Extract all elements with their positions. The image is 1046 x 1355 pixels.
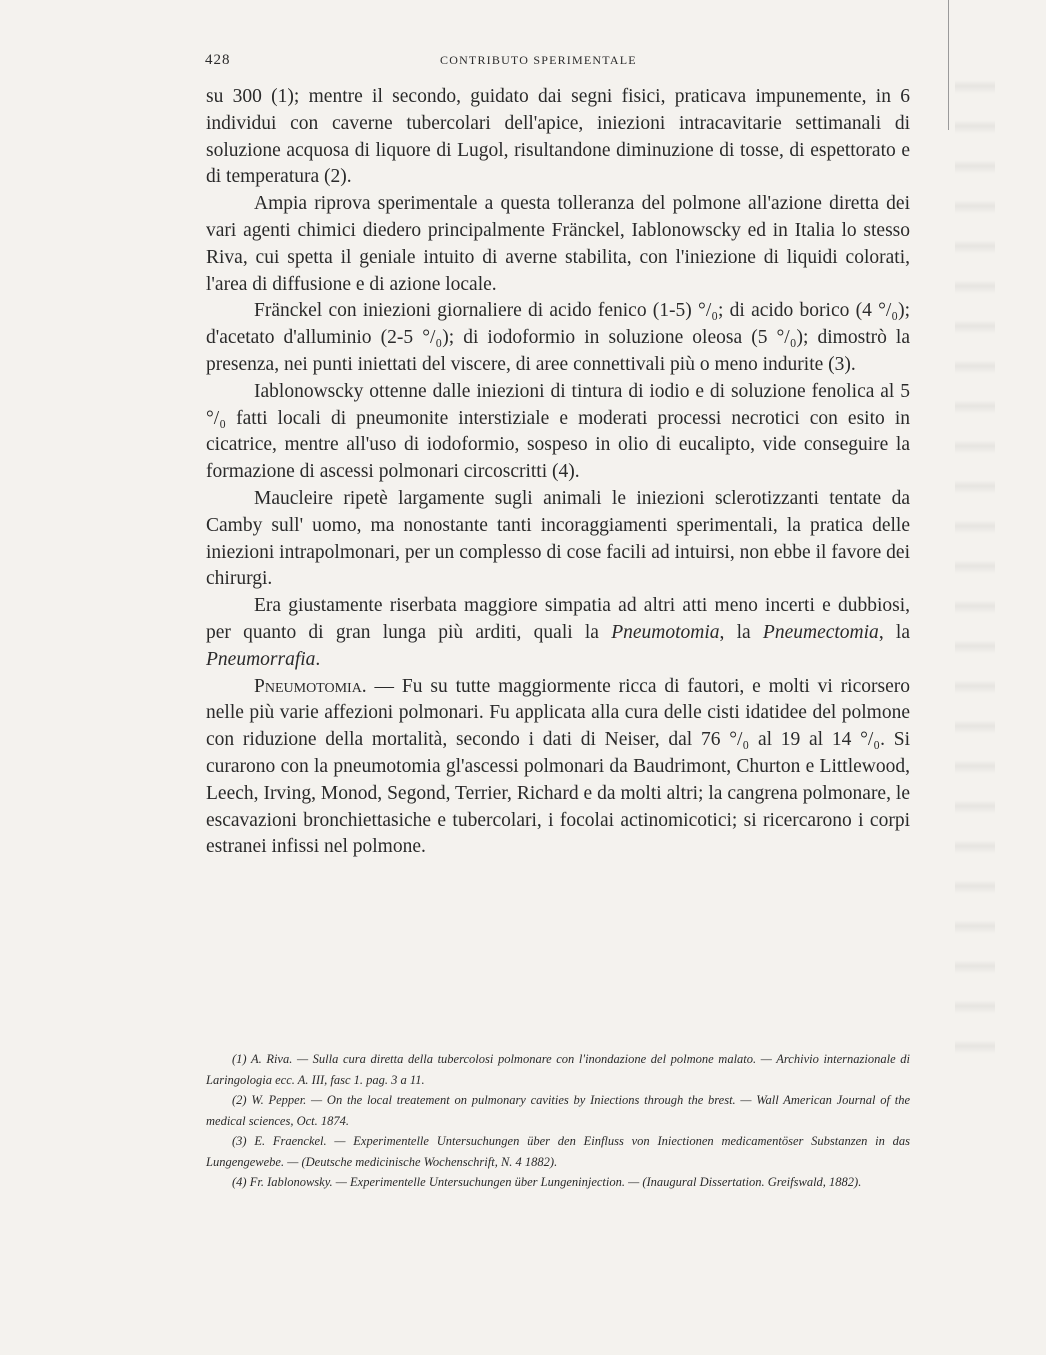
section-heading-pneumotomia: Pneumotomia.: [254, 675, 367, 697]
footnote-4: (4) Fr. Iablonowsky. — Experimentelle Untersuchungen über Lungeninjection. — (Inaugural Dissertation. Greifswald, 1882).: [232, 1175, 862, 1189]
term-pneumorrafia: Pneumorrafia: [206, 648, 316, 670]
footnote-3: (3) E. Fraenckel. — Experimentelle Untersuchungen über den Einfluss von Iniectionen medicamentöser Substanzen in das Lungengewebe. — (Deutsche medicinische Wochenschrift, N. 4 1882).: [206, 1134, 910, 1169]
paragraph-7: [206, 674, 910, 862]
page-number: 428: [205, 52, 231, 68]
footnotes: [206, 1049, 910, 1193]
p6-text-c: , la: [878, 621, 910, 643]
p6-text-b: , la: [719, 621, 763, 643]
footnote-2: (2) W. Pepper. — On the local treatement on pulmonary cavities by Iniections through the brest. — Wall American Journal of the medical sciences, Oct. 1874.: [206, 1093, 910, 1128]
body-text: [206, 84, 910, 861]
p6-text-d: .: [315, 648, 321, 670]
p7-text: — Fu su tutte maggiormente ricca di fautori, e molti vi ricorsero nelle più varie affezioni polmonari. Fu applicata alla cura delle cisti idatidee del polmone con riduzione della mortalità, secondo i dati di Neiser, dal 76 °/₀ al 19 al 14 °/₀. Si curarono con la pneumotomia gl'ascessi polmonari da Baudrimont, Churton e Littlewood, Leech, Irving, Monod, Segond, Terrier, Richard e da molti altri; la cangrena polmonare, le escavazioni bronchiettasiche e tubercolari, i focolai actinomicotici; si ricercarono i corpi estranei infissi nel polmone.: [206, 675, 910, 858]
running-title: CONTRIBUTO SPERIMENTALE: [440, 53, 637, 67]
term-pneumectomia: Pneumectomia: [762, 621, 879, 643]
page-gutter-line: [948, 0, 949, 130]
paragraph-4: Iablonowscky ottenne dalle iniezioni di tintura di iodio e di soluzione fenolica al 5 °/₀ fatti locali di pneumonite interstiziale e moderati processi necrotici con esito in cicatrice, mentre all'uso di iodoformio, sospeso in olio di eucalipto, vide conseguire la formazione di ascessi polmonari circoscritti (4).: [206, 380, 910, 483]
term-pneumotomia: Pneumotomia: [611, 621, 720, 643]
paragraph-3: Fränckel con iniezioni giornaliere di acido fenico (1-5) °/₀; di acido borico (4 °/₀); d'acetato d'alluminio (2-5 °/₀); di iodoformio in soluzione oleosa (5 °/₀); dimostrò la presenza, nei punti iniettati del viscere, di aree connettivali più o meno indurite (3).: [206, 300, 910, 375]
paragraph-5: Maucleire ripetè largamente sugli animali le iniezioni sclerotizzanti tentate da Camby sull' uomo, ma nonostante tanti incoraggiamenti sperimentali, la pratica delle iniezioni intrapolmonari, per un complesso di cose facili ad intuirsi, non ebbe il favore dei chirurgi.: [206, 487, 910, 590]
footnote-1: (1) A. Riva. — Sulla cura diretta della tubercolosi polmonare con l'inondazione del polmone malato. — Archivio internazionale di Laringologia ecc. A. III, fasc 1. pag. 3 a 11.: [206, 1052, 910, 1087]
paragraph-1: su 300 (1); mentre il secondo, guidato dai segni fisici, praticava impunemente, in 6 individui con caverne tubercolari dell'apice, iniezioni intracavitarie settimanali di soluzione acquosa di liquore di Lugol, risultandone diminuzione di tosse, di espettorato e di temperatura (2).: [206, 86, 910, 188]
page-header: [205, 52, 710, 74]
paragraph-6: [206, 593, 910, 673]
p6-text-a: Era giustamente riserbata maggiore simpatia ad altri atti meno incerti e dubbiosi, per quanto di gran lunga più arditi, quali la: [206, 595, 910, 643]
paragraph-2: Ampia riprova sperimentale a questa tolleranza del polmone all'azione diretta dei vari agenti chimici diedero principalmente Fränckel, Iablonowscky ed in Italia lo stesso Riva, cui spetta il geniale intuito di averne stabilita, con l'iniezione di liquidi colorati, l'area di diffusione e di azione locale.: [206, 193, 910, 295]
facing-page-bleed: [955, 80, 995, 1080]
